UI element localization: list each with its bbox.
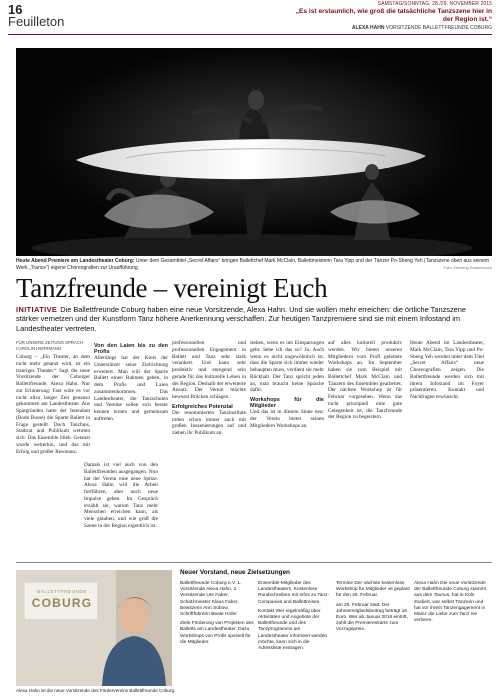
article-paragraph: Coburg – „Ein Theater, an dem nicht mehr getanzt wird, ist ein trauriges Theater.“ Sagt die neue Vorsitzende der Coburger Ballettfreunde, Alexa Hahn. Nur zur Erinnerung: Fast wäre es vor nicht allzu langer Zeit genauso gekommen am Landestheater. Aus Spargründen hatte der Intendant (Bodo Busse) die Sparte Ballett in Frage gestellt. Doch Tanzfans, Stadtrat und Publikum wehrten sich: Das Ensemble blieb. Getanzt wurde weiterhin, und das mit Erfolg und großer Resonanz. [16,354,90,455]
infobox-divider [16,562,492,563]
header-divider [8,34,492,35]
pull-quote-attribution [284,25,492,31]
infobox-paragraph: Ziele Förderung von Projekten des Balletts am Landestheater. Dazu Workshops von Profis speziell für die Mitglieder. [180,621,254,645]
dance-photo [16,48,492,256]
infobox-column-2 [258,581,332,655]
infobox-column-3 [336,581,410,637]
article-subheading: Erfolgreiches Potenzial [172,403,233,410]
photo-caption [16,258,492,271]
infobox-paragraph: am 26. Februar statt. Der Jahresmitgliedsbeitrag beträgt 18 Euro. Wer ab Januar 2016 eintritt, zahlt die Premierenkarte zum Vorzugspreis. [336,602,408,633]
article-kicker: INITIATIVE [16,305,58,314]
club-logo [24,582,98,620]
article-paragraph: Heute Abend im Landestheater, Mark McClain, Tara Yipp und Po-Sheng Yeh werden unter dem Titel „Secret Affairs“ neue Choreografien zeigen. Die Ballettfreunde werden sich mit ihrem Infostand im Foyer präsentieren. Kontakt und Nachfragen erwünscht. [410,340,484,400]
infobox-paragraph: Ensemble-Mitglieder des Landestheaters. Kostenlose Rundschreiben mit Infos zu Tanz-Companies und Ballettreisen. [258,581,330,605]
infobox-column-1 [180,581,254,649]
article-column-6 [410,340,484,401]
article-paragraph: stehen, wenn es um Einsparungen geht. Sehe ich das so? Ja. Auch wenn es nicht ungewöhnlich ist, dass die Sparte sich immer wieder behaupten muss, verdient sie mehr Rückhalt. Der Tanz spricht jeden an, man braucht keine Sprache dafür. [250,340,324,394]
logo-text-main: COBURG [31,596,93,610]
photo-caption-text: Unter dem Gesamttitel „Secret Affairs“ bringen Ballettchef Mark McClain, Ballettmeisterin Tara Yipp und der Tänzer Po-Sheng Yeh (Tanzszene oben aus seinem Werk „Trance“) eigene Choreografien zur Uraufführung. [16,258,490,271]
article-teaser-text: Die Ballettfreunde Coburg haben eine neue Vorsitzende, Alexa Hahn. Und sie wollen mehr erreichen: die örtliche Tanzszene stärker vernetzen und der Kunstform Tanz höhere Anerkennung verschaffen. Zur heutigen Tanzpremiere sind sie mit einem Infostand im Landestheater vertreten. [16,305,467,333]
article-paragraph: Damals ist viel auch von den Ballettfreunden ausgegangen. Nun hat der Verein eine neue Spitze. Alexa Hahn will die Arbeit fortführen, aber auch neue Impulse geben. Im Gespräch erzählt sie, warum Tanz mehr Menschen erreichen kann, als viele glauben, und wie groß die Szene in der Region eigentlich ist. [84,462,158,529]
page-header [8,0,492,31]
article-paragraph: auf alles kulturell produktiv werden. Wir bieten unseren Mitgliedern vom Profi geleitete Workshops an. Im September haben sie zum Beispiel mit Ballettchef Mark McClain und Tänzern des Ensembles gearbeitet. Der nächste Workshop ist für Februar vorgesehen. Wenn das nicht prinzipiell eine gute Gelegenheit ist, die Tanzfreunde der Region zu begeistern. [328,340,402,421]
photo-credit: Foto: Henning Rosenbusch [443,265,492,270]
byline-author: CAROLIN HERRMANN [16,345,62,351]
infobox-paragraph: Kontakt Wer regelmäßig über Aktivitäten und Angebote der Ballettfreunde und des Tanzprogramms am Landestheater informiert werden möchte, kann sich in die Adressliste eintragen. [258,608,328,652]
pull-quote: „Es ist erstaunlich, wie groß die tatsächliche Tanzszene hier in der Region ist.“ [295,8,492,23]
article-column-4 [250,340,324,429]
portrait-caption: Alexa Hahn ist die neue Vorsitzende des Fördervereins Ballettfreunde Coburg. [16,688,176,693]
page-number: 16 [8,2,23,17]
quote-role: VORSITZENDE BALLETTFREUNDE COBURG [385,25,492,31]
article-headline: Tanzfreunde – vereinigt Euch [16,273,328,303]
article-column-1 [16,340,90,455]
quote-author: ALEXA HAHN [351,25,385,31]
article-column-2 [94,340,168,423]
article-teaser [16,305,486,333]
article-column-3 [172,340,246,437]
dance-scene-illustration [16,48,492,256]
article-paragraph: Und das ist in diesem Sinne neu: der Verein bietet seinen Mitgliedern Workshops an. [250,409,324,429]
portrait-photo [16,570,172,686]
photo-caption-lead: Heute Abend Premiere am Landestheater Coburg: [16,258,135,264]
infobox-paragraph: Termine Der nächste kostenlose Workshop für Mitglieder ist geplant für den 26. Februar. [336,581,410,599]
dateline: SAMSTAG/SONNTAG, 28./29. NOVEMBER 2015 [377,1,492,7]
infobox-column-4 [414,581,488,627]
logo-text-top: BALLETTFREUNDE [37,589,87,594]
byline-label: FÜR UNSERE ZEITUNG SPRACH [16,340,84,345]
article-column-1b [84,462,158,530]
section-title: Feuilleton [8,14,65,29]
infobox-paragraph: Alexa Hahn Die neue Vorsitzende der Ballettfreunde Coburg stammt aus dem Taunus, hat in Köln studiert, war selbst Tänzerin und hat vor ihrem Tanzengagement in Mainz die Liebe zum Tanz nie verloren. [414,581,486,624]
infobox-paragraph: Ballettfreunde Coburg e.V. 1. Vorsitzende Alexa Hahn, 2. Vorsitzende Ute Faber, Schatzmeister Klaus Faber, Beisitzerin Ann Sobow, Schriftführerin Beate Hofer. [180,581,242,618]
article-subheading: Von den Laien bis zu den Profis [94,343,168,355]
article-subheading: Workshops für die Mitglieder [250,397,324,409]
article-byline [16,340,90,351]
article-paragraph: Die renommierten Tanzinstitute treten schon immer auch mit großen Inszenierungen auf und ziehen ihr Publikum an. [172,409,246,436]
infobox-heading: Neuer Vorstand, neue Zielsetzungen [180,569,290,576]
article-paragraph: Allerdings hat der Kreis der Unterstützer seine Zielrichtung erweitert. Man will der Sparte Ballett einen Rahmen geben, in dem Profis und Laien zusammenkommen. Das Landestheater, die Tanzschulen und Vereine sollen sich besser kennen lernen und gemeinsam auftreten. [94,355,168,422]
article-column-5 [328,340,402,421]
article-paragraph: professionellen und professionellen Engagement in Ballett und Tanz sehr stark verankert. Und kann sehr produktiv und anregend sein gerade für das kulturelle Leben in der Region. Deshalb der erweiterte Ansatz. Der Verein möchte bewusst Brücken schlagen. [172,340,246,400]
